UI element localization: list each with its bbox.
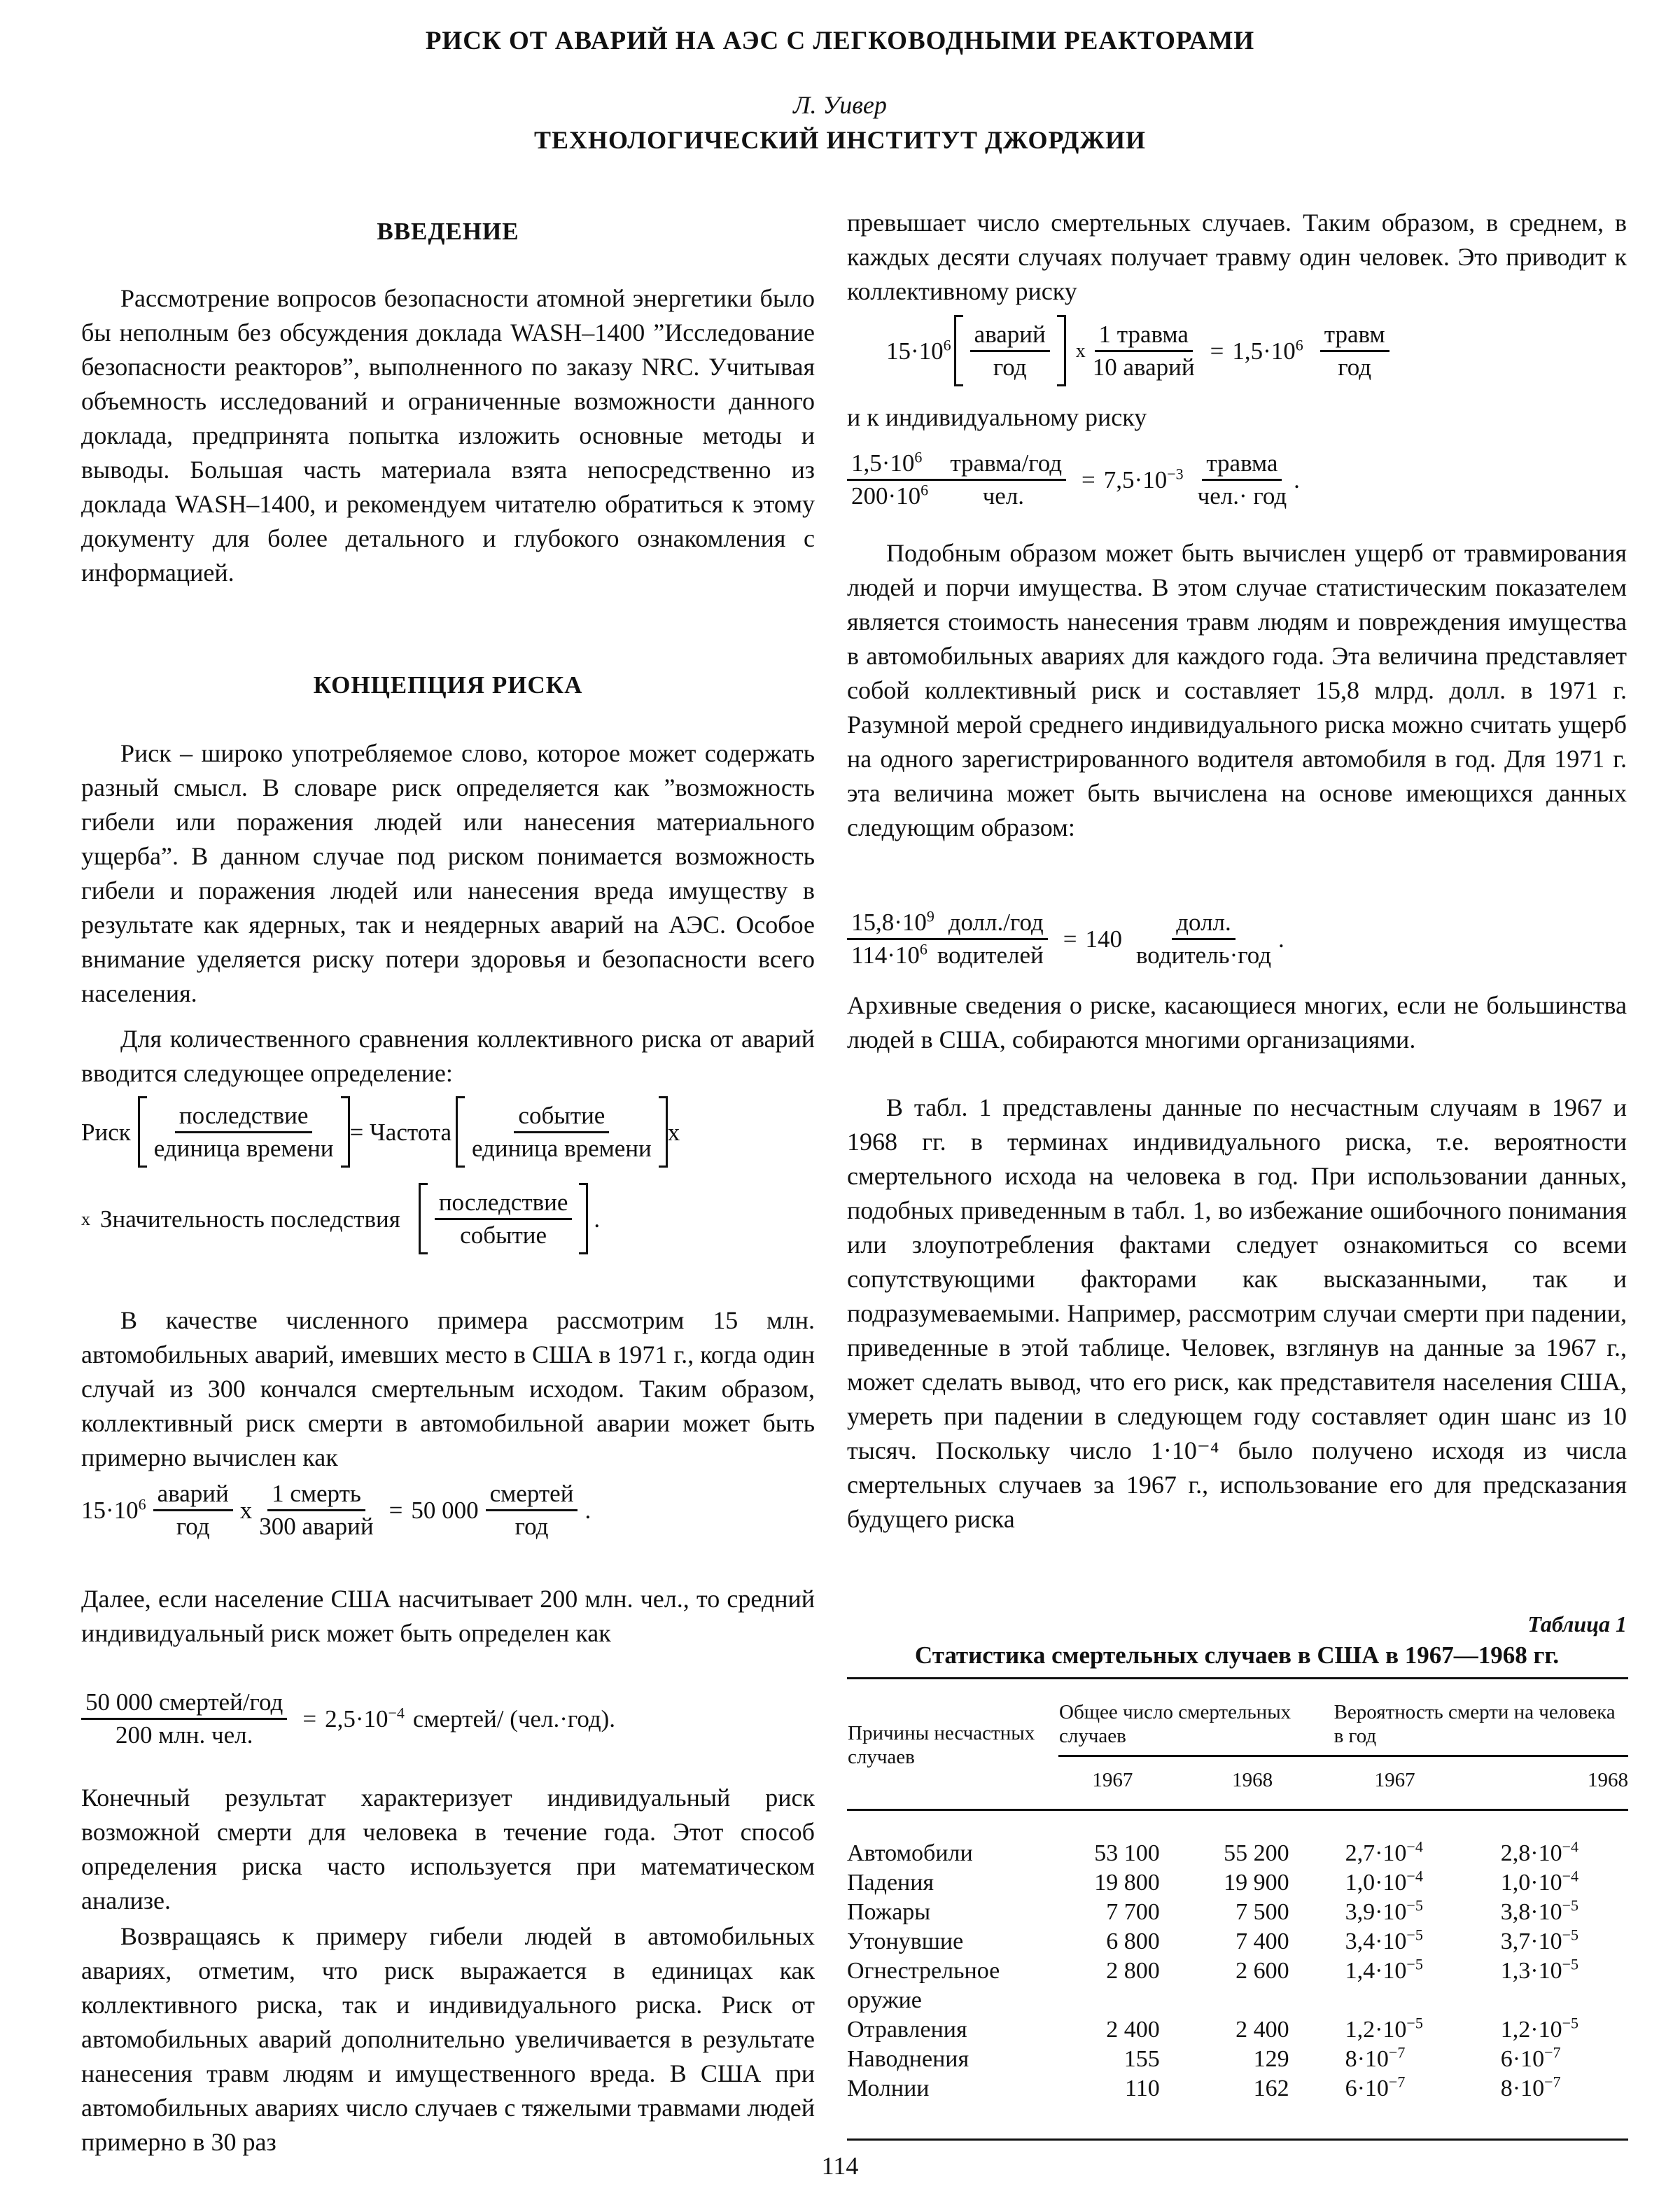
formula-collective-injury-risk: [847, 315, 1666, 386]
numerator: травма: [1202, 448, 1282, 481]
formula-text: x: [1075, 340, 1086, 362]
numerator: 1 смерть: [267, 1478, 365, 1511]
denominator: событие: [460, 1221, 547, 1249]
prob-1968-cell: $1,0\cdot 10^{-4}$: [1500, 1867, 1579, 1896]
formula-text: .: [594, 1205, 601, 1233]
table-bottom-rule: [847, 2138, 1628, 2141]
formula-text: =: [1063, 925, 1077, 953]
numerator: 50 000 смертей/год: [81, 1687, 287, 1720]
formula-text: = Частота: [349, 1118, 451, 1146]
paragraph: превышает число смертельных случаев. Таким образом, в среднем, в каждых десяти случаях получает травму один человек. Это приводит к коллективному риску: [847, 209, 1627, 305]
formula-text: =: [1082, 466, 1096, 493]
author: Л. Уивер: [793, 91, 887, 119]
table-row: [847, 1810, 1628, 1869]
formula-text: x: [239, 1497, 253, 1524]
numerator: травм: [1320, 319, 1390, 352]
total-1967-cell: 6 800: [1106, 1928, 1160, 1954]
numerator: последствие: [435, 1187, 573, 1220]
numerator: 1 травма: [1095, 319, 1193, 352]
formula-text: 140: [1085, 925, 1122, 953]
statistics-table: [847, 1677, 1627, 2141]
table-row: [847, 1956, 1628, 2015]
cause-cell: Огнестрельное оружие: [847, 1958, 1000, 2013]
prob-1967-cell: $1,0\cdot 10^{-4}$: [1345, 1867, 1423, 1896]
cause-cell: Утонувшие: [847, 1928, 964, 1954]
formula-text: .: [1278, 925, 1284, 953]
formula-text: $1,5\cdot 10^6$: [1232, 335, 1303, 365]
paragraph: Рассмотрение вопросов безопасности атомной энергетики было бы неполным без обсуждения доклада WASH–1400 ”Исследование безопасности реакторов”, выполненного по заказу NRC. Учитывая объемность исследований и ограниченные возможности данного доклада, предпринята попытка изложить основные методы и выводы. Большая часть материала взята непосредственно из доклада WASH–1400, и рекомендуем читателю обратиться к этому документу для более детального и глубокого ознакомления с информацией.: [81, 284, 815, 587]
prob-1968-cell: $2,8\cdot 10^{-4}$: [1500, 1837, 1579, 1866]
formula-text: смертей/ (чел.·год).: [412, 1705, 616, 1732]
paragraph: Архивные сведения о риске, касающиеся многих, если не большинства людей в США, собираются многими организациями.: [847, 991, 1627, 1054]
denominator: 200 млн. чел.: [115, 1721, 253, 1749]
total-1968-cell: 7 500: [1236, 1899, 1289, 1925]
cause-cell: Наводнения: [847, 2046, 969, 2072]
prob-1967-cell: $8\cdot 10^{-7}$: [1345, 2043, 1406, 2072]
paragraph: Конечный результат характеризует индивидуальный риск возможной смерти для человека в течение года. Этот способ определения риска часто используется при математическом анализе.: [81, 1784, 815, 1914]
cause-cell: Отравления: [847, 2017, 967, 2043]
column-header-total: Общее число смертельных случаев: [1058, 1679, 1317, 1756]
total-1967-cell: 2 800: [1106, 1958, 1160, 1984]
prob-1967-cell: $1,2\cdot 10^{-5}$: [1345, 2014, 1423, 2043]
formula-text: .: [584, 1497, 592, 1524]
formula-damage-per-driver: [847, 907, 1627, 971]
denominator: год: [176, 1513, 210, 1540]
total-1967-cell: 2 400: [1106, 2017, 1160, 2043]
institution: ТЕХНОЛОГИЧЕСКИЙ ИНСТИТУТ ДЖОРДЖИИ: [534, 126, 1146, 154]
paragraph: В качестве численного примера рассмотрим 15 млн. автомобильных аварий, имевших место в США в 1971 г., когда один случай из 300 кончался смертельным исходом. Таким образом, коллективный риск смерти в автомобильной аварии может быть примерно вычислен как: [81, 1306, 815, 1471]
denominator: единица времени: [471, 1134, 652, 1162]
formula-text: x: [667, 1118, 680, 1146]
denominator: водитель·год: [1136, 941, 1272, 969]
table-row: [847, 2045, 1628, 2074]
formula-text: $2,5\cdot 10^{-4}$: [325, 1704, 405, 1732]
numerator: $1,5\cdot 10^6$ травма/год: [847, 448, 1066, 481]
prob-1968-cell: $3,8\cdot 10^{-5}$: [1500, 1896, 1579, 1925]
formula-text: =: [388, 1497, 403, 1524]
total-1967-cell: 110: [1125, 2076, 1160, 2101]
formula-text: 50 000: [411, 1497, 479, 1524]
denominator: 10 аварий: [1092, 353, 1195, 381]
formula-text: x: [81, 1208, 90, 1229]
year-header: 1967: [1374, 1769, 1415, 1791]
formula-text: .: [1294, 466, 1300, 493]
formula-text: $7,5\cdot 10^{-3}$: [1103, 465, 1184, 493]
prob-1968-cell: $3,7\cdot 10^{-5}$: [1500, 1926, 1579, 1954]
total-1967-cell: 19 800: [1094, 1870, 1160, 1896]
prob-1967-cell: $6\cdot 10^{-7}$: [1345, 2073, 1406, 2101]
numerator: последствие: [175, 1100, 313, 1133]
heading-risk-concept: КОНЦЕПЦИЯ РИСКА: [313, 671, 583, 699]
table-caption: Таблица 1: [1527, 1611, 1627, 1637]
table-row: [847, 1868, 1628, 1898]
prob-1967-cell: $3,9\cdot 10^{-5}$: [1345, 1896, 1423, 1925]
table-row: [847, 2015, 1628, 2045]
prob-1967-cell: $3,4\cdot 10^{-5}$: [1345, 1926, 1423, 1954]
total-1968-cell: 7 400: [1236, 1928, 1289, 1954]
numerator: $15,8\cdot 10^9$ долл./год: [847, 907, 1048, 940]
prob-1967-cell: $1,4\cdot 10^{-5}$: [1345, 1955, 1423, 1984]
formula-risk-definition-line2: [81, 1183, 815, 1254]
formula-text: =: [1210, 337, 1224, 365]
prob-1967-cell: $2,7\cdot 10^{-4}$: [1345, 1837, 1423, 1866]
numerator: аварий: [970, 319, 1050, 352]
prob-1968-cell: $1,2\cdot 10^{-5}$: [1500, 2014, 1579, 2043]
paragraph: Подобным образом может быть вычислен ущерб от травмирования людей и порчи имущества. В этом случае статистическим показателем является стоимость нанесения травм людям и повреждения имущества в автомобильных авариях для каждого года. Эта величина представляет собой коллективный риск и составляет 15,8 млрд. долл. в 1971 г. Разумной мерой среднего индивидуального риска можно считать ущерб на одного зарегистрированного водителя автомобиля в год. Для 1971 г. эта величина может быть вычислена на основе имеющихся данных следующим образом:: [847, 539, 1627, 841]
paragraph: В табл. 1 представлены данные по несчастным случаям в 1967 и 1968 гг. в терминах индивидуального риска, т.е. вероятности смертельного исхода на человека в год. При использовании данных, подобных приведенным в табл. 1, во избежание ошибочного понимания или злоупотребления фактами следует ознакомиться со всеми сопутствующими факторами как высказанными, так и подразумеваемыми. Например, рассмотрим случаи смерти при падении, приведенные в этой таблице. Человек, взглянув на данные за 1967 г., может сделать вывод, что его риск, как представителя населения США, умереть при падении в следующем году составляет один шанс из 10 тысяч. Поскольку число 1·10⁻⁴ было получено исходя из числа смертельных случаев за 1967 г., использование его для предсказания будущего риска: [847, 1093, 1627, 1533]
formula-risk-definition: [81, 1096, 815, 1168]
formula-text: Риск: [81, 1118, 131, 1146]
cause-cell: Пожары: [847, 1899, 931, 1925]
cause-cell: Молнии: [847, 2076, 930, 2101]
total-1968-cell: 129: [1253, 2046, 1289, 2072]
total-1968-cell: 2 600: [1236, 1958, 1289, 1984]
formula-collective-death-risk: [81, 1478, 815, 1542]
formula-text: $15\cdot 10^6$: [886, 335, 951, 365]
article-title: РИСК ОТ АВАРИЙ НА АЭС С ЛЕГКОВОДНЫМИ РЕАКТОРАМИ: [425, 27, 1255, 55]
numerator: событие: [514, 1100, 609, 1133]
total-1968-cell: 162: [1253, 2076, 1289, 2101]
denominator: единица времени: [153, 1134, 334, 1162]
cause-cell: Автомобили: [847, 1840, 973, 1866]
table-title: Статистика смертельных случаев в США в 1967—1968 гг.: [914, 1642, 1560, 1669]
year-header: 1967: [1092, 1769, 1133, 1791]
total-1967-cell: 7 700: [1106, 1899, 1160, 1925]
paragraph: Возвращаясь к примеру гибели людей в автомобильных авариях, отметим, что риск выражается в единицах как коллективного риска, так и индивидуального риска. Риск от автомобильных аварий дополнительно увеличивается в результате нанесения травм людям и имущественного вреда. В США при автомобильных авариях число случаев с тяжелыми травмами людей примерно в 30 раз: [81, 1922, 815, 2156]
year-header: 1968: [1588, 1769, 1628, 1791]
formula-text: Значительность последствия: [100, 1205, 400, 1233]
paragraph: Риск – широко употребляемое слово, которое может содержать разный смысл. В словаре риск определяется как ”возможность гибели или поражения людей или нанесения материального ущерба”. В данном случае под риском понимается возможность гибели и поражения людей или нанесения вреда имуществу в результате как ядерных, так и неядерных аварий на АЭС. Особое внимание уделяется риску потери здоровья и безопасности всего населения.: [81, 739, 815, 1007]
total-1968-cell: 19 900: [1224, 1870, 1289, 1896]
prob-1968-cell: $1,3\cdot 10^{-5}$: [1500, 1955, 1579, 1984]
year-header: 1968: [1232, 1769, 1273, 1791]
prob-1968-cell: $6\cdot 10^{-7}$: [1500, 2043, 1561, 2072]
column-header-cause: Причины несчастных случаев: [848, 1722, 1035, 1768]
paragraph: и к индивидуальному риску: [847, 403, 1147, 431]
page-number: 114: [821, 2152, 859, 2180]
formula-individual-injury-risk: [847, 448, 1627, 512]
numerator: аварий: [153, 1478, 233, 1511]
table-row: [847, 1898, 1628, 1927]
numerator: долл.: [1172, 907, 1236, 940]
cause-cell: Падения: [847, 1870, 934, 1896]
column-header-probability: Вероятность смерти на человека в год: [1317, 1679, 1628, 1756]
denominator: $200\cdot 10^6$ чел.: [851, 481, 1025, 510]
denominator: год: [1338, 353, 1372, 381]
heading-introduction: ВВЕДЕНИЕ: [377, 218, 519, 245]
total-1967-cell: 155: [1124, 2046, 1160, 2072]
total-1967-cell: 53 100: [1094, 1840, 1160, 1866]
total-1968-cell: 2 400: [1236, 2017, 1289, 2043]
denominator: чел.· год: [1197, 482, 1287, 510]
formula-individual-death-risk: [81, 1687, 815, 1751]
total-1968-cell: 55 200: [1224, 1840, 1289, 1866]
denominator: год: [993, 353, 1027, 381]
paragraph: Для количественного сравнения коллективного риска от аварий вводится следующее определение:: [81, 1025, 815, 1087]
denominator: $114\cdot 10^6$ водителей: [851, 940, 1044, 969]
prob-1968-cell: $8\cdot 10^{-7}$: [1500, 2073, 1561, 2101]
formula-text: =: [302, 1705, 317, 1732]
paragraph: Далее, если население США насчитывает 200 млн. чел., то средний индивидуальный риск может быть определен как: [81, 1585, 815, 1647]
table-row: [847, 1927, 1628, 1956]
formula-text: $15\cdot 10^6$: [81, 1495, 146, 1524]
denominator: год: [514, 1513, 549, 1540]
numerator: смертей: [486, 1478, 578, 1511]
table-row: [847, 2074, 1628, 2104]
denominator: 300 аварий: [259, 1513, 374, 1540]
